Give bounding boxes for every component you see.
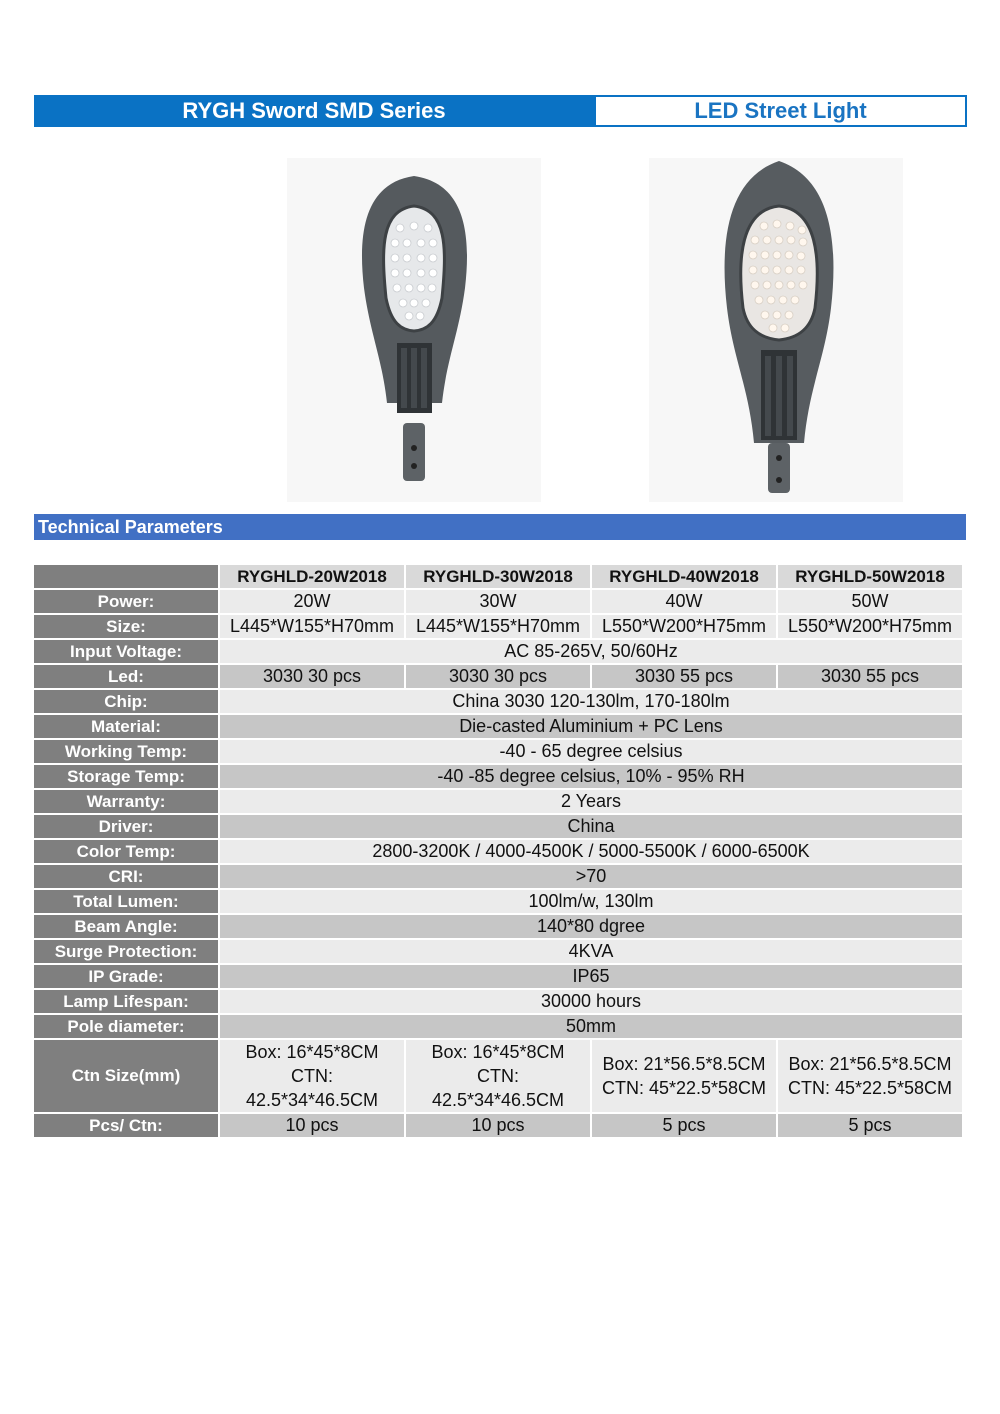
technical-parameters-heading: Technical Parameters bbox=[34, 514, 966, 540]
spec-table bbox=[32, 563, 964, 1139]
model-header: RYGHLD-40W2018 bbox=[592, 565, 776, 588]
table-row-storage-temp bbox=[34, 765, 962, 788]
cell-value: 2 Years bbox=[220, 790, 962, 813]
row-label: Beam Angle: bbox=[34, 915, 218, 938]
model-header: RYGHLD-50W2018 bbox=[778, 565, 962, 588]
row-label: Warranty: bbox=[34, 790, 218, 813]
product-title: LED Street Light bbox=[594, 95, 967, 127]
table-row-chip bbox=[34, 690, 962, 713]
cell-value: 3030 55 pcs bbox=[778, 665, 962, 688]
table-row-cri bbox=[34, 865, 962, 888]
table-row-working-temp bbox=[34, 740, 962, 763]
row-label: Material: bbox=[34, 715, 218, 738]
ctn-line: 42.5*34*46.5CM bbox=[431, 1090, 565, 1110]
ctn-line: Box: 16*45*8CM bbox=[431, 1042, 565, 1062]
cell-value: L550*W200*H75mm bbox=[592, 615, 776, 638]
cell-value: IP65 bbox=[220, 965, 962, 988]
cell-value: China 3030 120-130lm, 170-180lm bbox=[220, 690, 962, 713]
model-header: RYGHLD-20W2018 bbox=[220, 565, 404, 588]
row-label: Led: bbox=[34, 665, 218, 688]
cell-value: 3030 55 pcs bbox=[592, 665, 776, 688]
row-label: Color Temp: bbox=[34, 840, 218, 863]
cell-value: 10 pcs bbox=[220, 1114, 404, 1137]
cell-value bbox=[592, 1040, 776, 1112]
cell-value: 50mm bbox=[220, 1015, 962, 1038]
series-title: RYGH Sword SMD Series bbox=[34, 95, 594, 127]
table-row-power bbox=[34, 590, 962, 613]
header-blank-cell bbox=[34, 565, 218, 588]
cell-value: 3030 30 pcs bbox=[220, 665, 404, 688]
cell-value: 30W bbox=[406, 590, 590, 613]
row-label: Surge Protection: bbox=[34, 940, 218, 963]
table-row-material bbox=[34, 715, 962, 738]
row-label: Storage Temp: bbox=[34, 765, 218, 788]
cell-value: -40 - 65 degree celsius bbox=[220, 740, 962, 763]
table-row-pole-diameter bbox=[34, 1015, 962, 1038]
table-row-total-lumen bbox=[34, 890, 962, 913]
ctn-line: CTN: 45*22.5*58CM bbox=[787, 1078, 953, 1098]
ctn-line: Box: 21*56.5*8.5CM bbox=[788, 1054, 952, 1074]
cell-value: 2800-3200K / 4000-4500K / 5000-5500K / 6000-6500K bbox=[220, 840, 962, 863]
model-header: RYGHLD-30W2018 bbox=[406, 565, 590, 588]
cell-value: >70 bbox=[220, 865, 962, 888]
cell-value bbox=[778, 1040, 962, 1112]
product-photo-large bbox=[649, 158, 903, 502]
cell-value: L445*W155*H70mm bbox=[220, 615, 404, 638]
row-label: IP Grade: bbox=[34, 965, 218, 988]
cell-value: 40W bbox=[592, 590, 776, 613]
header-banner bbox=[34, 95, 966, 127]
ctn-line: CTN: 45*22.5*58CM bbox=[601, 1078, 767, 1098]
row-label: Input Voltage: bbox=[34, 640, 218, 663]
product-photo-small bbox=[287, 158, 541, 502]
cell-value: China bbox=[220, 815, 962, 838]
row-label: Chip: bbox=[34, 690, 218, 713]
cell-value: L445*W155*H70mm bbox=[406, 615, 590, 638]
cell-value: L550*W200*H75mm bbox=[778, 615, 962, 638]
ctn-line: Box: 21*56.5*8.5CM bbox=[602, 1054, 766, 1074]
cell-value: 4KVA bbox=[220, 940, 962, 963]
cell-value: 140*80 dgree bbox=[220, 915, 962, 938]
cell-value: 10 pcs bbox=[406, 1114, 590, 1137]
cell-value: 20W bbox=[220, 590, 404, 613]
table-row-driver bbox=[34, 815, 962, 838]
table-header-row bbox=[34, 565, 962, 588]
row-label: Pcs/ Ctn: bbox=[34, 1114, 218, 1137]
table-row-surge-protection bbox=[34, 940, 962, 963]
row-label: Total Lumen: bbox=[34, 890, 218, 913]
row-label: Size: bbox=[34, 615, 218, 638]
table-row-pcs-ctn bbox=[34, 1114, 962, 1137]
street-light-illustration-large bbox=[649, 158, 903, 502]
table-row-size bbox=[34, 615, 962, 638]
table-row-color-temp bbox=[34, 840, 962, 863]
row-label: CRI: bbox=[34, 865, 218, 888]
row-label: Power: bbox=[34, 590, 218, 613]
ctn-line: Box: 16*45*8CM bbox=[245, 1042, 379, 1062]
street-light-illustration-small bbox=[287, 158, 541, 502]
table-row-ip-grade bbox=[34, 965, 962, 988]
cell-value: 50W bbox=[778, 590, 962, 613]
ctn-line: CTN: bbox=[477, 1066, 519, 1086]
table-row-ctn-size bbox=[34, 1040, 962, 1112]
table-row-beam-angle bbox=[34, 915, 962, 938]
table-row-input-voltage bbox=[34, 640, 962, 663]
table-row-led bbox=[34, 665, 962, 688]
row-label: Working Temp: bbox=[34, 740, 218, 763]
cell-value: 30000 hours bbox=[220, 990, 962, 1013]
ctn-line: 42.5*34*46.5CM bbox=[245, 1090, 379, 1110]
cell-value bbox=[406, 1040, 590, 1112]
table-row-warranty bbox=[34, 790, 962, 813]
cell-value: 100lm/w, 130lm bbox=[220, 890, 962, 913]
row-label: Ctn Size(mm) bbox=[34, 1040, 218, 1112]
row-label: Pole diameter: bbox=[34, 1015, 218, 1038]
cell-value bbox=[220, 1040, 404, 1112]
row-label: Lamp Lifespan: bbox=[34, 990, 218, 1013]
ctn-line: CTN: bbox=[291, 1066, 333, 1086]
row-label: Driver: bbox=[34, 815, 218, 838]
cell-value: AC 85-265V, 50/60Hz bbox=[220, 640, 962, 663]
cell-value: 3030 30 pcs bbox=[406, 665, 590, 688]
cell-value: 5 pcs bbox=[592, 1114, 776, 1137]
table-row-lamp-lifespan bbox=[34, 990, 962, 1013]
cell-value: Die-casted Aluminium + PC Lens bbox=[220, 715, 962, 738]
cell-value: -40 -85 degree celsius, 10% - 95% RH bbox=[220, 765, 962, 788]
cell-value: 5 pcs bbox=[778, 1114, 962, 1137]
